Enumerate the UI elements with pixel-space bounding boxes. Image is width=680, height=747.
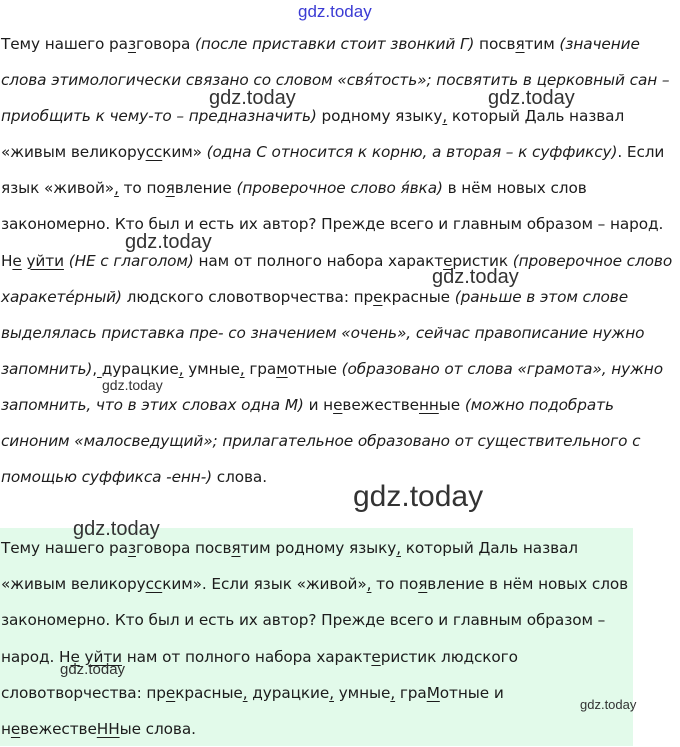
text-segment: дурацкие [101, 359, 179, 378]
text-segment: красные [175, 683, 243, 702]
text-segment: посв [474, 35, 516, 53]
underlined-letter: , [396, 539, 401, 557]
text-segment: в нём новых слов закономерно. Кто был и есть их автор? Прежде всего и главным образом – народ. Н [1, 179, 664, 270]
answer-text [1, 530, 631, 747]
underlined-letter: , [114, 179, 119, 198]
underlined-letter: уйти [84, 647, 122, 666]
exercise-text [1, 26, 677, 495]
text-segment: тим [524, 35, 560, 53]
explanation-note: (проверочное слово харакете́рный) [1, 251, 673, 306]
underlined-letter: з [127, 35, 136, 53]
watermark: gdz.today [125, 231, 212, 253]
text-segment: отные и н [1, 683, 504, 739]
explanation-note: (после приставки стоит звонкий Г) [195, 35, 475, 53]
text-segment: тим родному языку [240, 539, 397, 557]
text-segment: и н [303, 395, 334, 414]
underlined-letter: е [165, 683, 176, 702]
text-segment: . Если язык «живой» [1, 143, 665, 198]
underlined-letter: сс [145, 575, 163, 594]
text-segment: то по [371, 575, 419, 594]
text-segment: гра [395, 683, 427, 702]
text-segment: вежестве [342, 395, 419, 414]
underlined-letter: , [329, 683, 334, 702]
watermark: gdz.today [488, 87, 575, 109]
text-segment: людского словотворчества: пр [121, 287, 374, 306]
underlined-letter: е [12, 251, 22, 270]
underlined-letter: е [10, 720, 21, 739]
underlined-letter: я [418, 575, 428, 594]
text-segment: вление [174, 179, 237, 198]
explanation-note: (раньше в этом слове выделялась приставка пре- со значением «очень», сейчас правописание нужно запомнить) [1, 287, 645, 378]
underlined-letter: м [276, 359, 288, 378]
text-segment: который Даль назвал «живым великору [1, 539, 578, 594]
underlined-letter: , [178, 359, 184, 378]
watermark: gdz.today [353, 480, 484, 513]
watermark: gdz.today [432, 266, 519, 288]
text-segment: ким». Если язык «живой» [162, 575, 367, 594]
text-segment: умные [333, 683, 391, 702]
explanation-note: (одна С относится к корню, а вторая – к суффиксу) [206, 143, 618, 162]
watermark-top: gdz.today [298, 2, 372, 21]
explanation-note: (НЕ с глаголом) [68, 251, 194, 270]
underlined-letter: я [231, 539, 241, 557]
text-segment: который Даль назвал «живым великору [1, 107, 625, 162]
text-segment: умные [183, 359, 240, 378]
text-segment: родному языку [316, 107, 443, 126]
text-segment: ые [438, 395, 465, 414]
underlined-letter: е [371, 647, 381, 666]
text-segment: ристик [452, 251, 513, 270]
watermark: gdz.today [102, 377, 163, 393]
watermark: gdz.today [580, 697, 637, 712]
text-segment: дурацкие [247, 683, 330, 702]
text-segment: Тему нашего ра [1, 35, 128, 53]
underlined-letter: е [333, 395, 343, 414]
underlined-letter: , [366, 575, 372, 594]
text-segment: Тему нашего ра [1, 539, 128, 557]
explanation-note: (проверочное слово я́вка) [236, 179, 443, 198]
underlined-letter: з [127, 539, 136, 557]
watermark: gdz.today [73, 518, 160, 540]
text-segment: говора посв [135, 539, 232, 557]
watermark: gdz.today [209, 87, 296, 109]
explanation-note: (значение слова этимологически связано со словом «свя́тость»; посвятить в церковный сан – приобщить к чему-то – предназначить) [1, 35, 670, 126]
explanation-note: (можно подобрать синоним «малосведущий»; прилагательное образовано от существительного с помощью суффикса -енн-) [1, 395, 641, 487]
text-segment: красные [382, 287, 455, 306]
text-segment: ким» [162, 143, 207, 162]
text-segment: нам от полного набора характ [193, 251, 444, 270]
underlined-letter: НН [96, 720, 120, 739]
underlined-letter: , [239, 359, 245, 378]
underlined-letter: , [242, 683, 248, 702]
text-segment: слова. [212, 468, 267, 487]
underlined-letter: уйти [26, 251, 64, 270]
text-segment: ристик людского словотворчества: пр [1, 647, 518, 702]
underlined-letter: , [442, 107, 448, 126]
text-segment: нам от полного набора характ [121, 647, 372, 666]
underlined-letter: е [443, 251, 453, 270]
text-segment: говора [135, 35, 196, 53]
text-segment: ые слова. [119, 720, 196, 739]
text-segment: , [92, 359, 98, 378]
text-segment: отные [287, 359, 342, 378]
text-segment: гра [244, 359, 277, 378]
text-segment: вление в нём новых слов закономерно. Кто был и есть их автор? Прежде всего и главным образом – народ. Н [1, 575, 629, 666]
explanation-note: (образовано от слова «грамота», нужно запомнить, что в этих словах одна М) [1, 359, 663, 414]
underlined-letter: е [373, 287, 383, 306]
underlined-letter: я [165, 179, 175, 198]
underlined-letter: нн [418, 395, 439, 414]
text-segment: то по [118, 179, 166, 198]
underlined-letter: , [390, 683, 396, 702]
underlined-letter: е [70, 647, 80, 666]
text-segment: вежестве [20, 720, 97, 739]
underlined-letter: сс [145, 143, 163, 162]
watermark: gdz.today [60, 661, 126, 678]
underlined-letter: я [515, 35, 525, 53]
underlined-letter: М [426, 683, 440, 702]
